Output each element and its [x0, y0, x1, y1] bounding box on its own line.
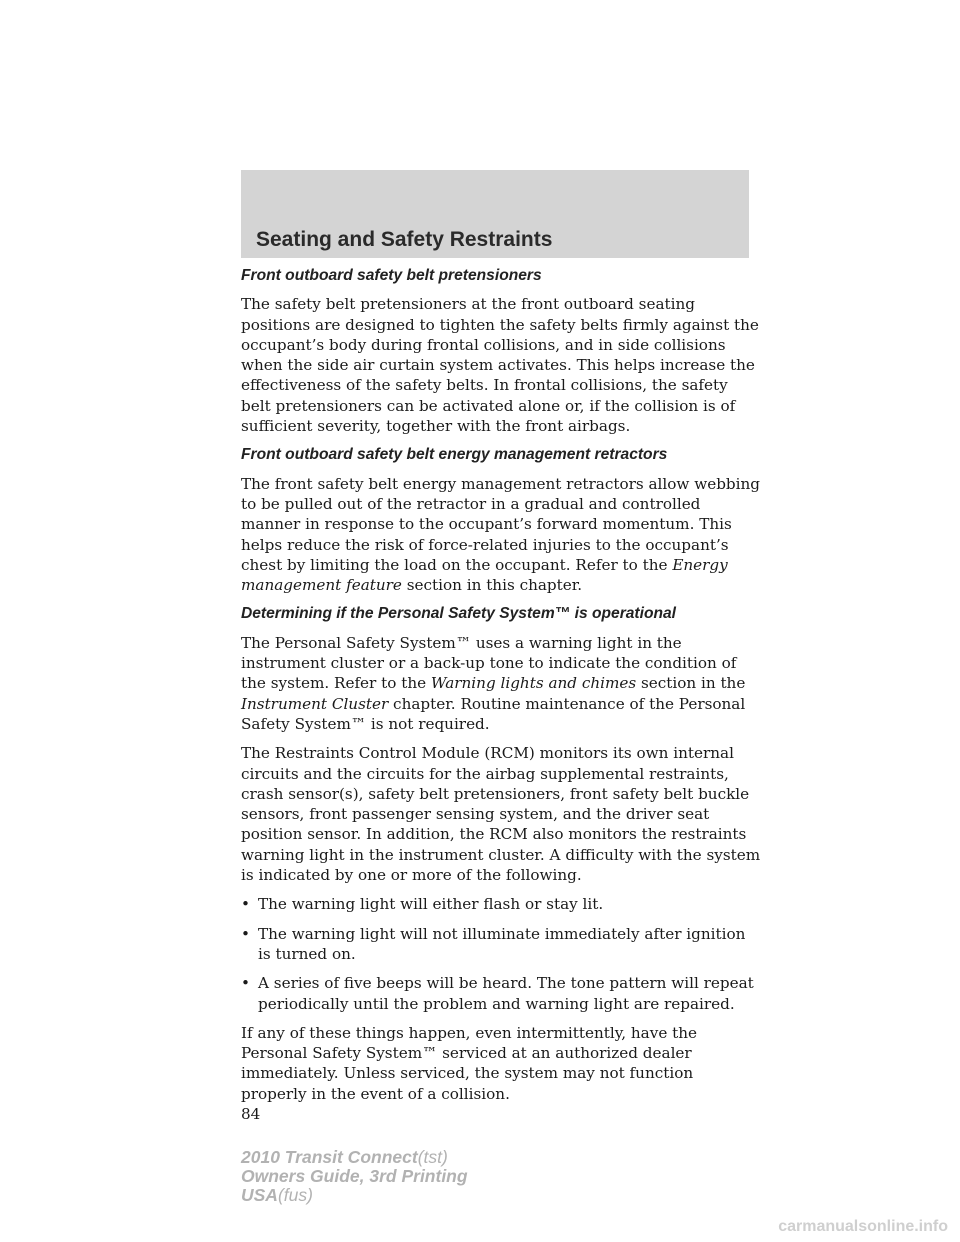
page-number: 84 [241, 1104, 261, 1123]
heading-pretensioners: Front outboard safety belt pretensioners [241, 267, 542, 284]
paragraph-warning-light: The Personal Safety System™ uses a warning light in the instrument cluster or a back-up tone to indicate the condition of the system. Refer to the Warning lights and chimes section in the Instrument Cluster chapter. Routine maintenance of the Personal Safety System™ is not required. [241, 633, 746, 733]
reference-warning-lights: Warning lights and chimes [430, 674, 637, 693]
paragraph-energy-retractors: The front safety belt energy management retractors allow webbing to be pulled out of the retractor in a gradual and controlled manner in response to the occupant’s forward momentum. This helps reduce the risk of force-related injuries to the occupant’s chest by limiting the load on the occupant. Refer to the Energy management feature section in this chapter. [241, 474, 761, 595]
paragraph-service: If any of these things happen, even intermittently, have the Personal Safety System™ serviced at an authorized dealer immediately. Unless serviced, the system may not function properly in the event of a collision. [241, 1023, 698, 1103]
bullet-icon: • [241, 895, 250, 914]
reference-instrument-cluster: Instrument Cluster [241, 694, 389, 713]
paragraph-pretensioners: The safety belt pretensioners at the front outboard seating positions are designed to tighten the safety belts firmly against the occupant’s body during frontal collisions, and in side collisions when the side air curtain system activates. This helps increase the effectiveness of the safety belts. In frontal collisions, the safety belt pretensioners can be activated alone or, if the collision is of sufficient severity, together with the front airbags. [241, 295, 759, 436]
document-footer: 2010 Transit Connect(tst) Owners Guide, 3rd Printing USA(fus) [241, 1147, 468, 1205]
list-item: • The warning light will either flash or stay lit. [241, 895, 604, 914]
list-item: • The warning light will not illuminate immediately after ignition is turned on. [241, 924, 746, 963]
document-body [241, 266, 761, 1124]
list-item: • A series of five beeps will be heard. The tone pattern will repeat periodically until the problem and warning light are repaired. [241, 974, 754, 1013]
heading-system-operational: Determining if the Personal Safety System™ is operational [241, 605, 677, 623]
bullet-icon: • [241, 974, 250, 993]
page-title: Seating and Safety Restraints [256, 228, 553, 251]
paragraph-rcm: The Restraints Control Module (RCM) monitors its own internal circuits and the circuits for the airbag supplemental restraints, crash sensor(s), safety belt pretensioners, front safety belt buckle sensors, front passenger sensing system, and the driver seat position sensor. In addition, the RCM also monitors the restraints warning light in the instrument cluster. A difficulty with the system is indicated by one or more of the following. [241, 744, 761, 885]
watermark-logo: carmanualsonline.info [778, 1218, 948, 1235]
heading-energy-retractors: Front outboard safety belt energy management retractors [241, 446, 668, 464]
reference-energy-management: Energy management feature [241, 555, 728, 595]
bullet-icon: • [241, 924, 250, 943]
